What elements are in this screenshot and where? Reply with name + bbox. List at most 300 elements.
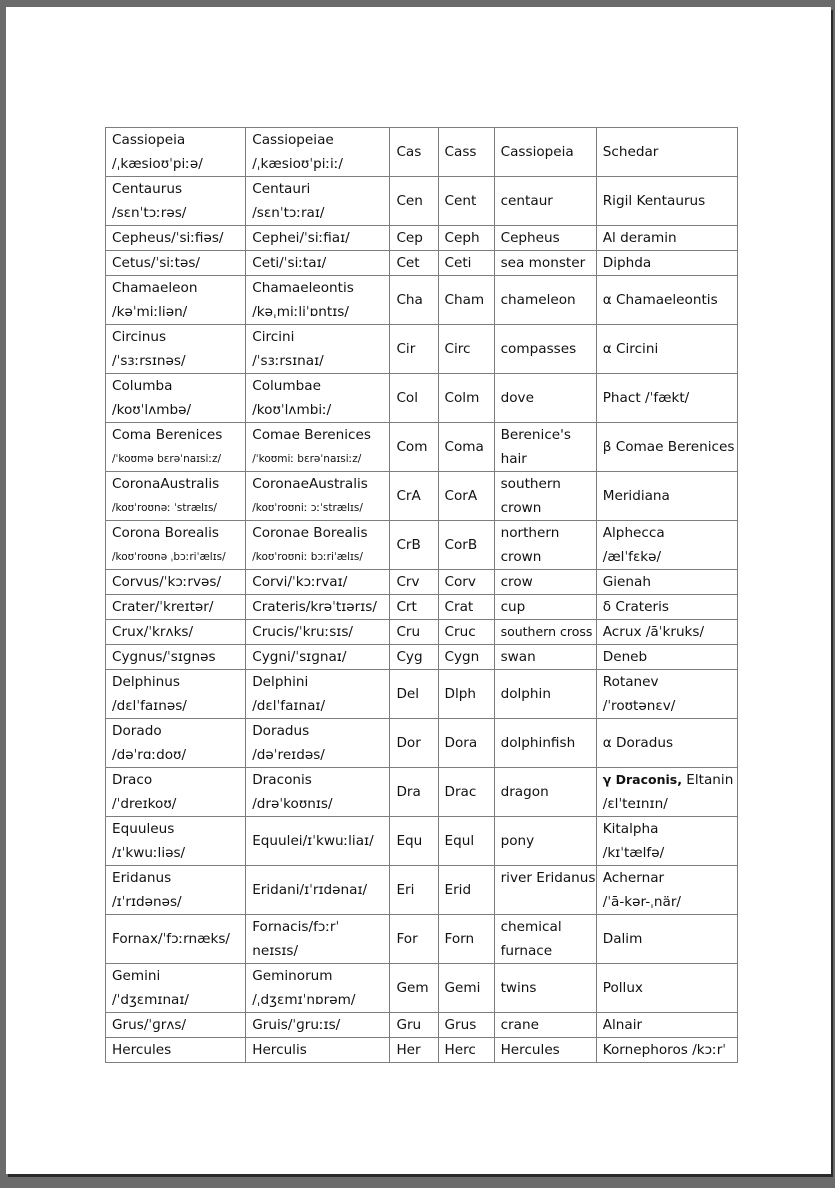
table-row xyxy=(106,620,738,645)
nominative-cell xyxy=(106,276,246,325)
nominative-pronunciation: /sɛnˈtɔːrəs/ xyxy=(112,205,187,221)
nominative-name: Cygnus/ˈsɪɡnəs xyxy=(112,649,216,665)
brightest-star-bayer: γ Draconis, xyxy=(602,772,682,787)
brightest-star: Pollux xyxy=(602,980,643,996)
brightest-star-cell xyxy=(596,670,737,719)
brightest-star-cell xyxy=(596,817,737,866)
brightest-star-cell xyxy=(596,1013,737,1038)
abbreviation-cell xyxy=(390,817,438,866)
nasa-abbreviation-cell xyxy=(438,645,494,670)
genitive-name: Gruis/ˈɡruːɪs/ xyxy=(252,1017,341,1033)
meaning-line2: crown xyxy=(500,549,542,565)
meaning-cell xyxy=(494,595,596,620)
meaning-cell xyxy=(494,620,596,645)
nasa-abbreviation: CorA xyxy=(444,488,478,504)
abbreviation-cell xyxy=(390,915,438,964)
nominative-pronunciation: /ˈsɜːrsɪnəs/ xyxy=(112,353,186,369)
abbreviation-cell xyxy=(390,570,438,595)
abbreviation: For xyxy=(396,931,418,947)
meaning: Berenice's xyxy=(500,427,571,443)
nasa-abbreviation-cell xyxy=(438,719,494,768)
brightest-star: Achernar xyxy=(602,870,665,886)
brightest-star-cell xyxy=(596,964,737,1013)
genitive-cell xyxy=(246,521,390,570)
meaning: pony xyxy=(500,833,535,849)
meaning-cell xyxy=(494,768,596,817)
nasa-abbreviation-cell xyxy=(438,325,494,374)
nasa-abbreviation: CorB xyxy=(444,537,478,553)
constellation-table xyxy=(105,127,738,1063)
abbreviation: Equ xyxy=(396,833,423,849)
nominative-name: Delphinus xyxy=(112,674,180,690)
nominative-pronunciation: /kəˈmiːliən/ xyxy=(112,304,188,320)
table-row xyxy=(106,866,738,915)
nasa-abbreviation-cell xyxy=(438,251,494,276)
nasa-abbreviation: Drac xyxy=(444,784,477,800)
nasa-abbreviation-cell xyxy=(438,670,494,719)
genitive-cell xyxy=(246,915,390,964)
brightest-star-pronunciation: /ˈroʊtənɛv/ xyxy=(602,698,676,714)
table-row xyxy=(106,374,738,423)
genitive-cell xyxy=(246,226,390,251)
meaning-cell xyxy=(494,570,596,595)
genitive-cell xyxy=(246,817,390,866)
genitive-cell xyxy=(246,866,390,915)
table-row xyxy=(106,1038,738,1063)
nominative-name: Dorado xyxy=(112,723,162,739)
meaning: dragon xyxy=(500,784,549,800)
abbreviation-cell xyxy=(390,521,438,570)
nasa-abbreviation: Erid xyxy=(444,882,472,898)
meaning-cell xyxy=(494,177,596,226)
genitive-cell xyxy=(246,570,390,595)
genitive-pronunciation: /ˈkoʊmiː bɛrəˈnaɪsiːz/ xyxy=(252,453,362,465)
meaning-cell xyxy=(494,915,596,964)
brightest-star-cell xyxy=(596,423,737,472)
abbreviation-cell xyxy=(390,768,438,817)
nasa-abbreviation-cell xyxy=(438,423,494,472)
brightest-star-cell xyxy=(596,1038,737,1063)
genitive-cell xyxy=(246,719,390,768)
brightest-star-cell xyxy=(596,570,737,595)
brightest-star: Dalim xyxy=(602,931,643,947)
genitive-cell xyxy=(246,251,390,276)
nasa-abbreviation-cell xyxy=(438,768,494,817)
genitive-name: Delphini xyxy=(252,674,309,690)
meaning: chameleon xyxy=(500,292,576,308)
genitive-cell xyxy=(246,964,390,1013)
genitive-pronunciation: /dɛlˈfaɪnaɪ/ xyxy=(252,698,326,714)
genitive-cell xyxy=(246,325,390,374)
genitive-name: Chamaeleontis xyxy=(252,280,354,296)
table-row xyxy=(106,226,738,251)
meaning-cell xyxy=(494,276,596,325)
nominative-cell xyxy=(106,768,246,817)
brightest-star-cell xyxy=(596,915,737,964)
genitive-cell xyxy=(246,1038,390,1063)
nominative-name: Chamaeleon xyxy=(112,280,198,296)
nasa-abbreviation-cell xyxy=(438,374,494,423)
meaning: crane xyxy=(500,1017,539,1033)
brightest-star: β Comae Berenices xyxy=(602,439,735,455)
abbreviation: Crv xyxy=(396,574,420,590)
nominative-cell xyxy=(106,325,246,374)
genitive-cell xyxy=(246,768,390,817)
nasa-abbreviation: Coma xyxy=(444,439,484,455)
brightest-star: Rigil Kentaurus xyxy=(602,193,706,209)
nominative-name: Corona Borealis xyxy=(112,525,219,541)
meaning-line2: crown xyxy=(500,500,542,516)
brightest-star: Kornephoros /kɔːrˈ xyxy=(602,1042,727,1058)
nominative-cell xyxy=(106,128,246,177)
abbreviation: CrA xyxy=(396,488,421,504)
genitive-name: Centauri xyxy=(252,181,311,197)
nasa-abbreviation: Cygn xyxy=(444,649,480,665)
meaning-cell xyxy=(494,423,596,472)
genitive-name: Draconis xyxy=(252,772,312,788)
abbreviation: Gem xyxy=(396,980,429,996)
genitive-cell xyxy=(246,423,390,472)
table-row xyxy=(106,521,738,570)
nominative-name: Crater/ˈkreɪtər/ xyxy=(112,599,214,615)
meaning-cell xyxy=(494,817,596,866)
nominative-name: Eridanus xyxy=(112,870,172,886)
abbreviation-cell xyxy=(390,719,438,768)
genitive-cell xyxy=(246,670,390,719)
nominative-name: Draco xyxy=(112,772,153,788)
brightest-star-cell xyxy=(596,325,737,374)
genitive-cell xyxy=(246,595,390,620)
meaning-cell xyxy=(494,866,596,915)
genitive-name: Equulei/ɪˈkwuːliaɪ/ xyxy=(252,833,374,849)
table-row xyxy=(106,472,738,521)
abbreviation: Cen xyxy=(396,193,423,209)
nominative-name: Fornax/ˈfɔːrnæks/ xyxy=(112,931,230,947)
nominative-name: Circinus xyxy=(112,329,167,345)
meaning-line2: hair xyxy=(500,451,527,467)
abbreviation-cell xyxy=(390,595,438,620)
abbreviation-cell xyxy=(390,128,438,177)
brightest-star-pronunciation: /ˈā-kər-ˌnär/ xyxy=(602,894,681,910)
genitive-name: Herculis xyxy=(252,1042,307,1058)
abbreviation: Cep xyxy=(396,230,423,246)
meaning-cell xyxy=(494,645,596,670)
meaning: dolphin xyxy=(500,686,551,702)
brightest-star: α Circini xyxy=(602,341,659,357)
abbreviation-cell xyxy=(390,620,438,645)
genitive-name: Ceti/ˈsiːtaɪ/ xyxy=(252,255,327,271)
genitive-cell xyxy=(246,620,390,645)
meaning-cell xyxy=(494,325,596,374)
brightest-star-pronunciation: /ælˈfɛkə/ xyxy=(602,549,662,565)
brightest-star: Acrux /āˈkruks/ xyxy=(602,624,705,640)
brightest-star-cell xyxy=(596,251,737,276)
nominative-cell xyxy=(106,521,246,570)
nominative-pronunciation: /ˈdreɪkoʊ/ xyxy=(112,796,177,812)
document-page xyxy=(6,7,831,1174)
nasa-abbreviation-cell xyxy=(438,472,494,521)
nominative-cell xyxy=(106,645,246,670)
genitive-pronunciation: /ˌdʒɛmɪˈnɒrəm/ xyxy=(252,992,356,1008)
table-row xyxy=(106,817,738,866)
nominative-pronunciation: /dɛlˈfaɪnəs/ xyxy=(112,698,187,714)
meaning-cell xyxy=(494,472,596,521)
genitive-name: Crucis/ˈkruːsɪs/ xyxy=(252,624,354,640)
meaning: southern cross xyxy=(500,624,593,639)
nasa-abbreviation-cell xyxy=(438,1013,494,1038)
genitive-name: Geminorum xyxy=(252,968,333,984)
nasa-abbreviation-cell xyxy=(438,570,494,595)
meaning: northern xyxy=(500,525,560,541)
abbreviation: Eri xyxy=(396,882,415,898)
genitive-word: Australis xyxy=(308,476,368,492)
brightest-star-cell xyxy=(596,226,737,251)
brightest-star-cell xyxy=(596,620,737,645)
genitive-name: Columbae xyxy=(252,378,321,394)
nasa-abbreviation: Grus xyxy=(444,1017,477,1033)
brightest-star-cell xyxy=(596,645,737,670)
nasa-abbreviation: Herc xyxy=(444,1042,476,1058)
table-row xyxy=(106,645,738,670)
genitive-pronunciation: /drəˈkoʊnɪs/ xyxy=(252,796,333,812)
brightest-star: α Doradus xyxy=(602,735,674,751)
meaning: sea monster xyxy=(500,255,586,271)
abbreviation-cell xyxy=(390,472,438,521)
table-row xyxy=(106,768,738,817)
nominative-cell xyxy=(106,374,246,423)
abbreviation-cell xyxy=(390,670,438,719)
abbreviation: Dor xyxy=(396,735,421,751)
abbreviation: Gru xyxy=(396,1017,422,1033)
nasa-abbreviation-cell xyxy=(438,595,494,620)
genitive-name: Fornacis/fɔːrˈ xyxy=(252,919,340,935)
nasa-abbreviation: Dlph xyxy=(444,686,476,702)
nasa-abbreviation-cell xyxy=(438,964,494,1013)
nominative-cell xyxy=(106,595,246,620)
nominative-word: Corona xyxy=(112,476,161,492)
abbreviation: CrB xyxy=(396,537,421,553)
abbreviation: Her xyxy=(396,1042,421,1058)
nominative-pronunciation: /ˈdʒɛmɪnaɪ/ xyxy=(112,992,190,1008)
nasa-abbreviation: Cham xyxy=(444,292,485,308)
nasa-abbreviation-cell xyxy=(438,915,494,964)
nominative-pronunciation: /ˈkoʊmə bɛrəˈnaɪsiːz/ xyxy=(112,453,222,465)
meaning: river Eridanus xyxy=(500,870,596,886)
brightest-star-cell xyxy=(596,768,737,817)
nominative-cell xyxy=(106,1013,246,1038)
meaning: centaur xyxy=(500,193,553,209)
genitive-name: Doradus xyxy=(252,723,310,739)
brightest-star: α Chamaeleontis xyxy=(602,292,718,308)
nasa-abbreviation-cell xyxy=(438,276,494,325)
brightest-star: Phact /ˈfækt/ xyxy=(602,390,690,406)
meaning-cell xyxy=(494,964,596,1013)
genitive-cell xyxy=(246,1013,390,1038)
nominative-word: Australis xyxy=(160,476,220,492)
nominative-name: Hercules xyxy=(112,1042,172,1058)
abbreviation-cell xyxy=(390,423,438,472)
nominative-cell xyxy=(106,570,246,595)
meaning-cell xyxy=(494,1038,596,1063)
brightest-star: Gienah xyxy=(602,574,651,590)
nasa-abbreviation: Corv xyxy=(444,574,476,590)
genitive-name: Crateris/krəˈtɪərɪs/ xyxy=(252,599,377,615)
table-row xyxy=(106,964,738,1013)
meaning: crow xyxy=(500,574,533,590)
nominative-name: Cetus/ˈsiːtəs/ xyxy=(112,255,200,271)
meaning: twins xyxy=(500,980,537,996)
table-row xyxy=(106,719,738,768)
meaning-cell xyxy=(494,670,596,719)
genitive-name: Corvi/ˈkɔːrvaɪ/ xyxy=(252,574,348,590)
nominative-name: Corvus/ˈkɔːrvəs/ xyxy=(112,574,222,590)
nominative-cell xyxy=(106,866,246,915)
brightest-star-cell xyxy=(596,521,737,570)
abbreviation: Cet xyxy=(396,255,420,271)
nominative-pronunciation: /dəˈrɑːdoʊ/ xyxy=(112,747,187,763)
table-row xyxy=(106,128,738,177)
brightest-star-name: Eltanin xyxy=(681,772,734,788)
nominative-pronunciation: /ˌkæsioʊˈpiːə/ xyxy=(112,156,203,172)
nominative-name: Gemini xyxy=(112,968,161,984)
nominative-cell xyxy=(106,177,246,226)
genitive-pronunciation: neɪsɪs/ xyxy=(252,943,299,959)
brightest-star: Kitalpha xyxy=(602,821,659,837)
genitive-name xyxy=(252,472,383,496)
nominative-cell xyxy=(106,1038,246,1063)
meaning: Cepheus xyxy=(500,230,560,246)
genitive-name: Cassiopeiae xyxy=(252,132,334,148)
abbreviation-cell xyxy=(390,226,438,251)
meaning: compasses xyxy=(500,341,577,357)
abbreviation-cell xyxy=(390,964,438,1013)
abbreviation: Cas xyxy=(396,144,422,160)
nominative-cell xyxy=(106,817,246,866)
table-row xyxy=(106,423,738,472)
nasa-abbreviation: Colm xyxy=(444,390,480,406)
meaning-cell xyxy=(494,1013,596,1038)
genitive-pronunciation: /ˌkæsioʊˈpiːiː/ xyxy=(252,156,343,172)
abbreviation-cell xyxy=(390,276,438,325)
nominative-name: Cassiopeia xyxy=(112,132,186,148)
nominative-name xyxy=(112,472,239,496)
meaning-cell xyxy=(494,251,596,276)
nominative-pronunciation: /ɪˈkwuːliəs/ xyxy=(112,845,186,861)
genitive-pronunciation: /koʊˈroʊniː bɔːriˈælɪs/ xyxy=(252,551,363,563)
table-row xyxy=(106,570,738,595)
nominative-cell xyxy=(106,251,246,276)
nasa-abbreviation: Forn xyxy=(444,931,475,947)
table-row xyxy=(106,325,738,374)
brightest-star-cell xyxy=(596,472,737,521)
genitive-name: Cygni/ˈsɪɡnaɪ/ xyxy=(252,649,347,665)
nasa-abbreviation-cell xyxy=(438,866,494,915)
brightest-star: Meridiana xyxy=(602,488,670,504)
genitive-pronunciation: /dəˈreɪdəs/ xyxy=(252,747,325,763)
meaning-cell xyxy=(494,128,596,177)
genitive-cell xyxy=(246,374,390,423)
meaning: Hercules xyxy=(500,1042,560,1058)
nasa-abbreviation-cell xyxy=(438,817,494,866)
brightest-star: Schedar xyxy=(602,144,659,160)
nominative-name: Centaurus xyxy=(112,181,183,197)
abbreviation: Col xyxy=(396,390,419,406)
nominative-cell xyxy=(106,423,246,472)
genitive-word: Coronae xyxy=(252,476,309,492)
brightest-star-pronunciation: /kɪˈtælfə/ xyxy=(602,845,665,861)
genitive-pronunciation: /ˈsɜːrsɪnaɪ/ xyxy=(252,353,324,369)
brightest-star xyxy=(602,768,734,792)
meaning: Cassiopeia xyxy=(500,144,574,160)
brightest-star-cell xyxy=(596,719,737,768)
genitive-cell xyxy=(246,128,390,177)
genitive-pronunciation: /koʊˈroʊniː ɔːˈstrælɪs/ xyxy=(252,502,363,514)
nasa-abbreviation-cell xyxy=(438,226,494,251)
nominative-name: Equuleus xyxy=(112,821,175,837)
abbreviation-cell xyxy=(390,1038,438,1063)
meaning-line2: furnace xyxy=(500,943,553,959)
brightest-star: Al deramin xyxy=(602,230,677,246)
abbreviation-cell xyxy=(390,251,438,276)
genitive-cell xyxy=(246,276,390,325)
nominative-name: Cepheus/ˈsiːfiəs/ xyxy=(112,230,224,246)
abbreviation: Dra xyxy=(396,784,421,800)
nominative-name: Coma Berenices xyxy=(112,427,223,443)
table-row xyxy=(106,177,738,226)
genitive-pronunciation: /koʊˈlʌmbiː/ xyxy=(252,402,332,418)
nasa-abbreviation: Ceti xyxy=(444,255,472,271)
nominative-pronunciation: /koʊˈroʊnə ˌbɔːriˈælɪs/ xyxy=(112,551,226,563)
table-row xyxy=(106,251,738,276)
abbreviation: Com xyxy=(396,439,428,455)
abbreviation: Cyg xyxy=(396,649,423,665)
abbreviation-cell xyxy=(390,866,438,915)
abbreviation-cell xyxy=(390,325,438,374)
brightest-star: δ Crateris xyxy=(602,599,669,615)
nasa-abbreviation: Cent xyxy=(444,193,477,209)
nominative-name: Grus/ˈɡrʌs/ xyxy=(112,1017,187,1033)
genitive-name: Coronae Borealis xyxy=(252,525,368,541)
brightest-star: Deneb xyxy=(602,649,648,665)
nasa-abbreviation: Cass xyxy=(444,144,477,160)
nominative-pronunciation: /ɪˈrɪdənəs/ xyxy=(112,894,182,910)
abbreviation: Cru xyxy=(396,624,421,640)
abbreviation-cell xyxy=(390,374,438,423)
brightest-star: Alphecca xyxy=(602,525,665,541)
brightest-star: Rotanev xyxy=(602,674,659,690)
meaning: dove xyxy=(500,390,534,406)
nominative-name: Columba xyxy=(112,378,173,394)
nasa-abbreviation-cell xyxy=(438,521,494,570)
nasa-abbreviation: Circ xyxy=(444,341,471,357)
meaning-cell xyxy=(494,374,596,423)
abbreviation: Cir xyxy=(396,341,416,357)
genitive-cell xyxy=(246,177,390,226)
genitive-cell xyxy=(246,472,390,521)
abbreviation: Del xyxy=(396,686,420,702)
genitive-cell xyxy=(246,645,390,670)
brightest-star: Alnair xyxy=(602,1017,643,1033)
meaning: southern xyxy=(500,476,561,492)
brightest-star-cell xyxy=(596,374,737,423)
nasa-abbreviation-cell xyxy=(438,620,494,645)
meaning: chemical xyxy=(500,919,562,935)
abbreviation: Cha xyxy=(396,292,423,308)
genitive-pronunciation: /kəˌmiːliˈɒntɪs/ xyxy=(252,304,349,320)
nasa-abbreviation: Cruc xyxy=(444,624,476,640)
table-body xyxy=(106,128,738,1063)
table-row xyxy=(106,915,738,964)
